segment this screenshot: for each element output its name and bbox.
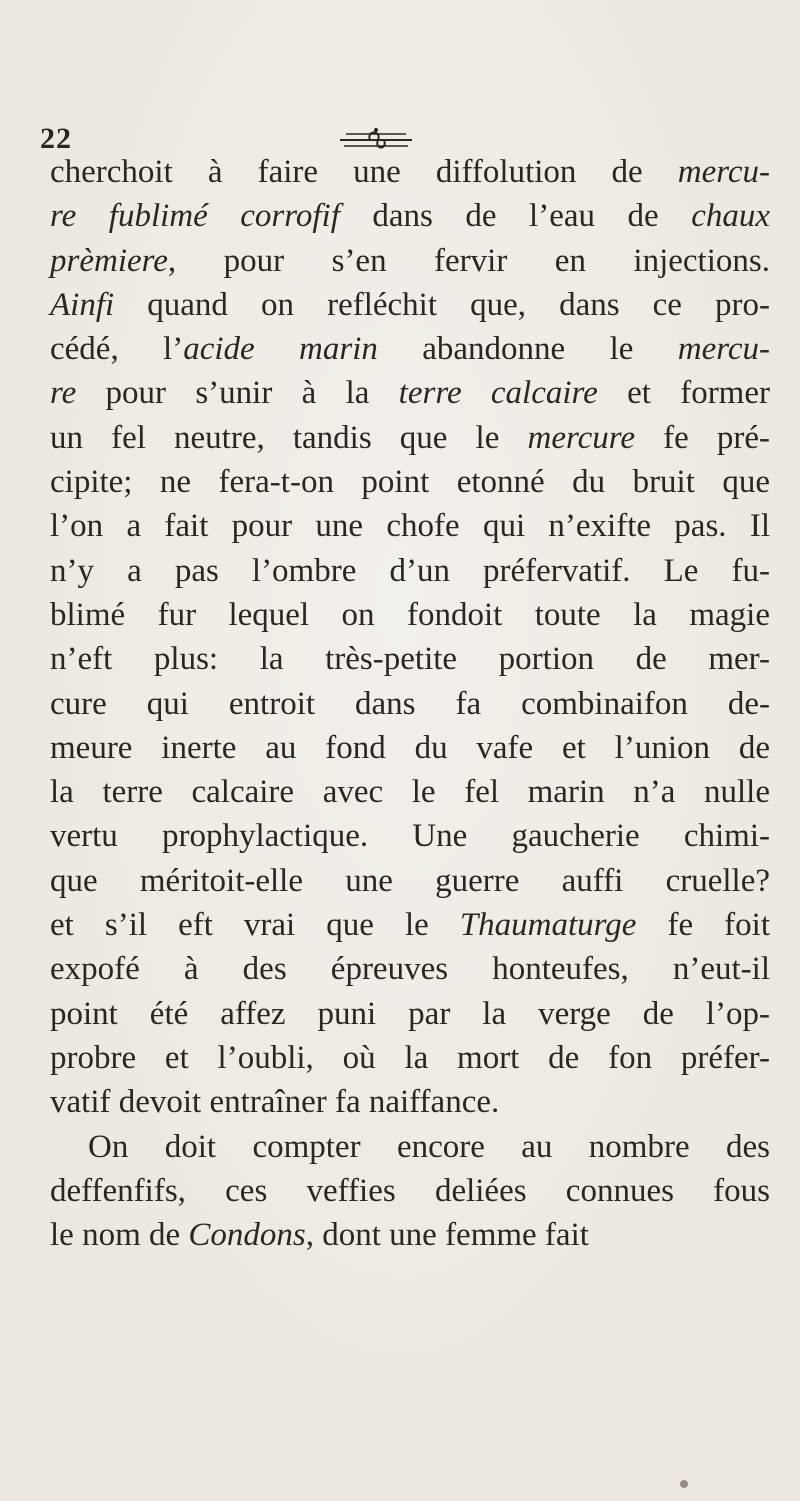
text-line (50, 992, 770, 1036)
text-segment: abandonne le (377, 331, 678, 368)
text-segment: l’on a fait pour une chofe qui n’exifte pas. Il (50, 508, 770, 545)
italic-text: terre calcaire (398, 375, 598, 412)
text-segment: n’y a pas l’ombre d’un préfervatif. Le fu- (50, 552, 770, 589)
text-segment: , pour s’en fervir en injections. (167, 242, 770, 279)
text-segment: blimé fur lequel on fondoit toute la magie (50, 596, 770, 633)
text-segment: deffenfifs, ces veffies deliées connues fous (50, 1172, 770, 1209)
paper-mark (680, 1480, 688, 1488)
italic-text: re (50, 375, 77, 412)
text-segment: dans de l’eau de (339, 198, 692, 235)
text-segment: cédé, l’ (50, 331, 184, 368)
text-line (50, 682, 770, 726)
text-segment: meure inerte au fond du vafe et l’union de (50, 729, 770, 766)
text-segment: pour s’unir à la (76, 375, 399, 412)
italic-text: Ainfi (50, 286, 115, 323)
text-segment: cure qui entroit dans fa combinaifon de- (50, 685, 770, 722)
italic-text: Thaumaturge (459, 907, 637, 944)
text-line (50, 593, 770, 637)
text-line (50, 859, 770, 903)
text-segment: quand on refléchit que, dans ce pro- (114, 286, 770, 323)
text-segment: et former (597, 375, 770, 412)
italic-text: prèmiere (50, 242, 168, 279)
italic-text: chaux (691, 198, 770, 235)
text-segment: vatif devoit entraîner fa naiffance. (50, 1084, 500, 1121)
text-segment: un fel neutre, tandis que le (50, 419, 528, 456)
text-segment: expofé à des épreuves honteufes, n’eut-il (50, 951, 770, 988)
text-line (50, 371, 770, 415)
text-segment: fe foit (636, 907, 771, 944)
text-line (50, 283, 770, 327)
text-line (50, 194, 770, 238)
text-line (50, 416, 770, 460)
text-line (50, 327, 770, 371)
text-line (50, 150, 770, 194)
body-text (50, 150, 780, 1257)
text-segment: le nom de (50, 1217, 189, 1254)
text-segment: , dont une femme fait (305, 1217, 589, 1254)
text-line (50, 460, 770, 504)
header-ornament (336, 124, 416, 152)
text-line (50, 504, 770, 548)
text-line (50, 637, 770, 681)
text-line (50, 1213, 770, 1257)
text-line (50, 549, 770, 593)
text-segment: la terre calcaire avec le fel marin n’a nulle (50, 774, 770, 811)
italic-text: acide marin (183, 331, 378, 368)
text-line (50, 947, 770, 991)
italic-text: re (50, 198, 77, 235)
text-line (50, 1169, 770, 1213)
italic-text: Condons (188, 1217, 306, 1254)
text-segment: On doit compter encore au nombre des (88, 1128, 770, 1165)
text-segment: cherchoit à faire une diffolution de (50, 154, 678, 190)
page-number: 22 (40, 122, 72, 155)
text-line (50, 1036, 770, 1080)
text-segment: cipite; ne fera-t-on point etonné du bruit que (50, 464, 770, 501)
italic-text: mercu- (677, 154, 770, 190)
italic-text: mercu- (677, 331, 770, 368)
text-line (50, 1080, 770, 1124)
text-line (50, 814, 770, 858)
italic-text: fublimé corrofif (108, 198, 340, 235)
italic-text: mercure (527, 419, 636, 456)
text-segment: que méritoit-elle une guerre auffi cruelle? (50, 862, 770, 899)
text-line (50, 239, 770, 283)
text-segment (76, 198, 109, 234)
text-line (50, 1125, 770, 1169)
text-segment: point été affez puni par la verge de l’op- (50, 995, 770, 1032)
text-line (50, 903, 770, 947)
text-segment: n’eft plus: la très-petite portion de mer- (50, 641, 770, 678)
text-segment: probre et l’oubli, où la mort de fon préfer- (50, 1039, 770, 1076)
text-segment: et s’il eft vrai que le (50, 907, 460, 944)
text-segment: fe pré- (635, 419, 771, 456)
text-line (50, 770, 770, 814)
text-segment: vertu prophylactique. Une gaucherie chimi- (50, 818, 770, 855)
text-line (50, 726, 770, 770)
